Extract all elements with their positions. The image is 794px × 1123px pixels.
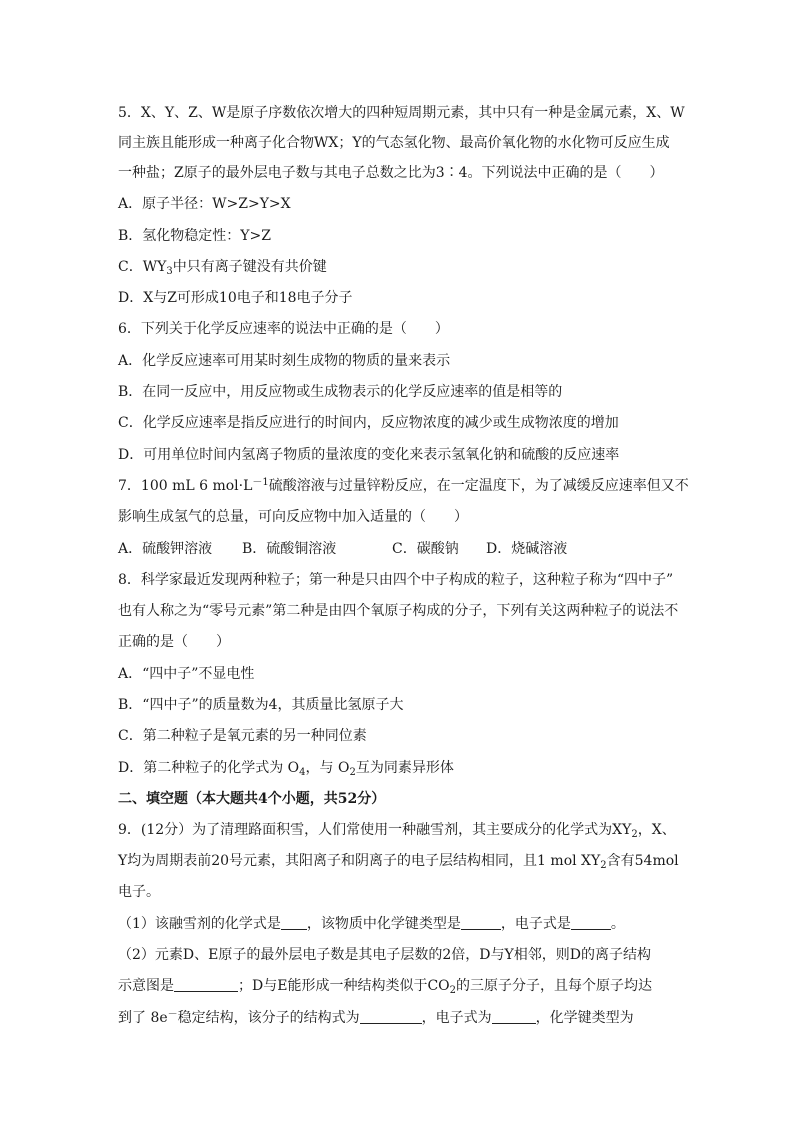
q6-text: 6．下列关于化学反应速率的说法中正确的是（ ） [118, 321, 449, 337]
subscript: 2 [449, 985, 457, 996]
q8-option-d[interactable] [118, 756, 678, 780]
q9-part-1 [118, 912, 678, 936]
q5-stem-line-3 [118, 161, 678, 185]
option-text: C．WY [118, 259, 167, 275]
q9-text: （1）该融雪剂的化学式是 [118, 916, 281, 932]
q9-text: 示意图是 [118, 978, 174, 994]
q5-text: 5．X、Y、Z、W是原子序数依次增大的四种短周期元素，其中只有一种是金属元素，X、W [118, 105, 685, 121]
q9-stem-line-1 [118, 818, 678, 842]
q8-text: 正确的是（ ） [118, 634, 230, 650]
q9-text: ，该物质中化学键类型是 [306, 916, 461, 932]
option-text: D．第二种粒子的化学式为 O [118, 760, 300, 776]
q9-text: ，电子式是 [500, 916, 571, 932]
subscript: 2 [600, 860, 607, 871]
q9-part-2-line-1 [118, 943, 678, 967]
option-text: A．原子半径：W>Z>Y>X [118, 196, 291, 212]
q6-option-d[interactable] [118, 443, 678, 467]
q9-text: ，X、 [637, 822, 676, 838]
subscript: 4 [299, 767, 306, 778]
option-text: D．可用单位时间内氢离子物质的量浓度的变化来表示氢氧化钠和硫酸的反应速率 [118, 447, 620, 463]
answer-blank[interactable] [281, 915, 307, 930]
option-text: C．化学反应速率是指反应进行的时间内，反应物浓度的减少或生成物浓度的增加 [118, 415, 619, 431]
option-text: B．“四中子”的质量数为4，其质量比氢原子大 [118, 697, 404, 713]
q9-text: 稳定结构，该分子的结构式为 [177, 1010, 360, 1026]
q6-option-a[interactable] [118, 349, 678, 373]
q7-option-a[interactable]: A．硫酸钾溶液 [118, 541, 213, 557]
q5-text: 同主族且能形成一种离子化合物WX；Y的气态氢化物、最高价氧化物的水化物可反应生成 [118, 135, 670, 151]
option-text: A．“四中子”不显电性 [118, 666, 255, 682]
q7-stem-line-2 [118, 505, 678, 529]
q9-text: ，化学键类型为 [535, 1010, 634, 1026]
q9-text: 9．(12分）为了清理路面积雪，人们常使用一种融雪剂，其主要成分的化学式为XY [118, 822, 632, 838]
q7-text: 硫酸溶液与过量锌粉反应，在一定温度下，为了减缓反应速率但又不 [268, 478, 689, 494]
q5-option-b[interactable] [118, 224, 678, 248]
q5-text: 一种盐；Z原子的最外层电子数与其电子总数之比为3∶4。下列说法中正确的是（ ） [118, 165, 664, 181]
option-text: D．X与Z可形成10电子和18电子分子 [118, 290, 353, 306]
q5-option-a[interactable] [118, 192, 678, 216]
q6-stem [118, 317, 678, 341]
q6-option-b[interactable] [118, 380, 678, 404]
q5-option-c[interactable] [118, 255, 678, 279]
q7-text: 7．100 mL 6 mol·L [118, 478, 253, 494]
q7-option-c[interactable]: C．碳酸钠 [392, 541, 459, 557]
section-heading [118, 787, 678, 811]
q9-text: （2）元素D、E原子的最外层电子数是其电子层数的2倍，D与Y相邻，则D的离子结构 [118, 947, 651, 963]
q9-text: 含有54mol [606, 853, 679, 869]
q7-option-d[interactable]: D．烧碱溶液 [486, 541, 568, 557]
option-text: B．在同一反应中，用反应物或生成物表示的化学反应速率的值是相等的 [118, 384, 563, 400]
q9-text: 。 [610, 916, 625, 932]
q8-text: 8．科学家最近发现两种粒子；第一种是只由四个中子构成的粒子，这种粒子称为“四中子” [118, 572, 674, 588]
option-text: 中只有离子键没有共价键 [172, 259, 327, 275]
q6-option-c[interactable] [118, 411, 678, 435]
option-text: 互为同素异形体 [355, 760, 454, 776]
q9-stem-line-3 [118, 880, 678, 904]
q9-text: Y均为周期表前20号元素，其阳离子和阴离子的电子层结构相同，且1 mol XY [118, 853, 601, 869]
superscript: － [167, 1009, 178, 1020]
superscript: －1 [252, 477, 269, 488]
subscript: 3 [166, 266, 173, 277]
answer-blank[interactable] [571, 915, 611, 930]
q8-text: 也有人称之为“零号元素”第二种是由四个氧原子构成的分子，下列有关这两种粒子的说法不 [118, 603, 679, 619]
q5-stem-line-1 [118, 101, 685, 125]
q8-stem-line-2 [118, 599, 678, 623]
q8-option-a[interactable] [118, 662, 678, 686]
q9-part-2-line-3 [118, 1006, 678, 1030]
q5-option-d[interactable] [118, 286, 678, 310]
q8-stem-line-3 [118, 630, 678, 654]
subscript: 2 [631, 829, 638, 840]
section-title: 二、填空题（本大题共4个小题，共52分） [118, 791, 386, 807]
q9-text: 的三原子分子，且每个原子均达 [456, 978, 653, 994]
subscript: 2 [349, 767, 356, 778]
answer-blank[interactable] [360, 1009, 422, 1024]
q7-options [118, 537, 678, 561]
q9-text: 到了 8e [118, 1010, 168, 1026]
option-text: C．第二种粒子是氧元素的另一种同位素 [118, 728, 367, 744]
q8-option-c[interactable] [118, 724, 678, 748]
q8-option-b[interactable] [118, 693, 678, 717]
option-text: A．化学反应速率可用某时刻生成物的物质的量来表示 [118, 353, 451, 369]
q5-stem-line-2 [118, 131, 678, 155]
q7-option-b[interactable]: B．硫酸铜溶液 [242, 541, 337, 557]
answer-blank[interactable] [492, 1009, 536, 1024]
q8-stem-line-1 [118, 568, 678, 592]
q7-stem-line-1 [118, 474, 689, 498]
q9-text: ；D与E能形成一种结构类似于CO [238, 978, 450, 994]
option-text: ，与 O [305, 760, 350, 776]
q9-text: ，电子式为 [421, 1010, 492, 1026]
answer-blank[interactable] [174, 977, 238, 992]
q7-text: 影响生成氢气的总量，可向反应物中加入适量的（ ） [118, 509, 468, 525]
q9-stem-line-2 [118, 849, 678, 873]
q9-text: 电子。 [118, 884, 160, 900]
answer-blank[interactable] [461, 915, 501, 930]
q9-part-2-line-2 [118, 974, 678, 998]
option-text: B．氢化物稳定性：Y>Z [118, 228, 271, 244]
